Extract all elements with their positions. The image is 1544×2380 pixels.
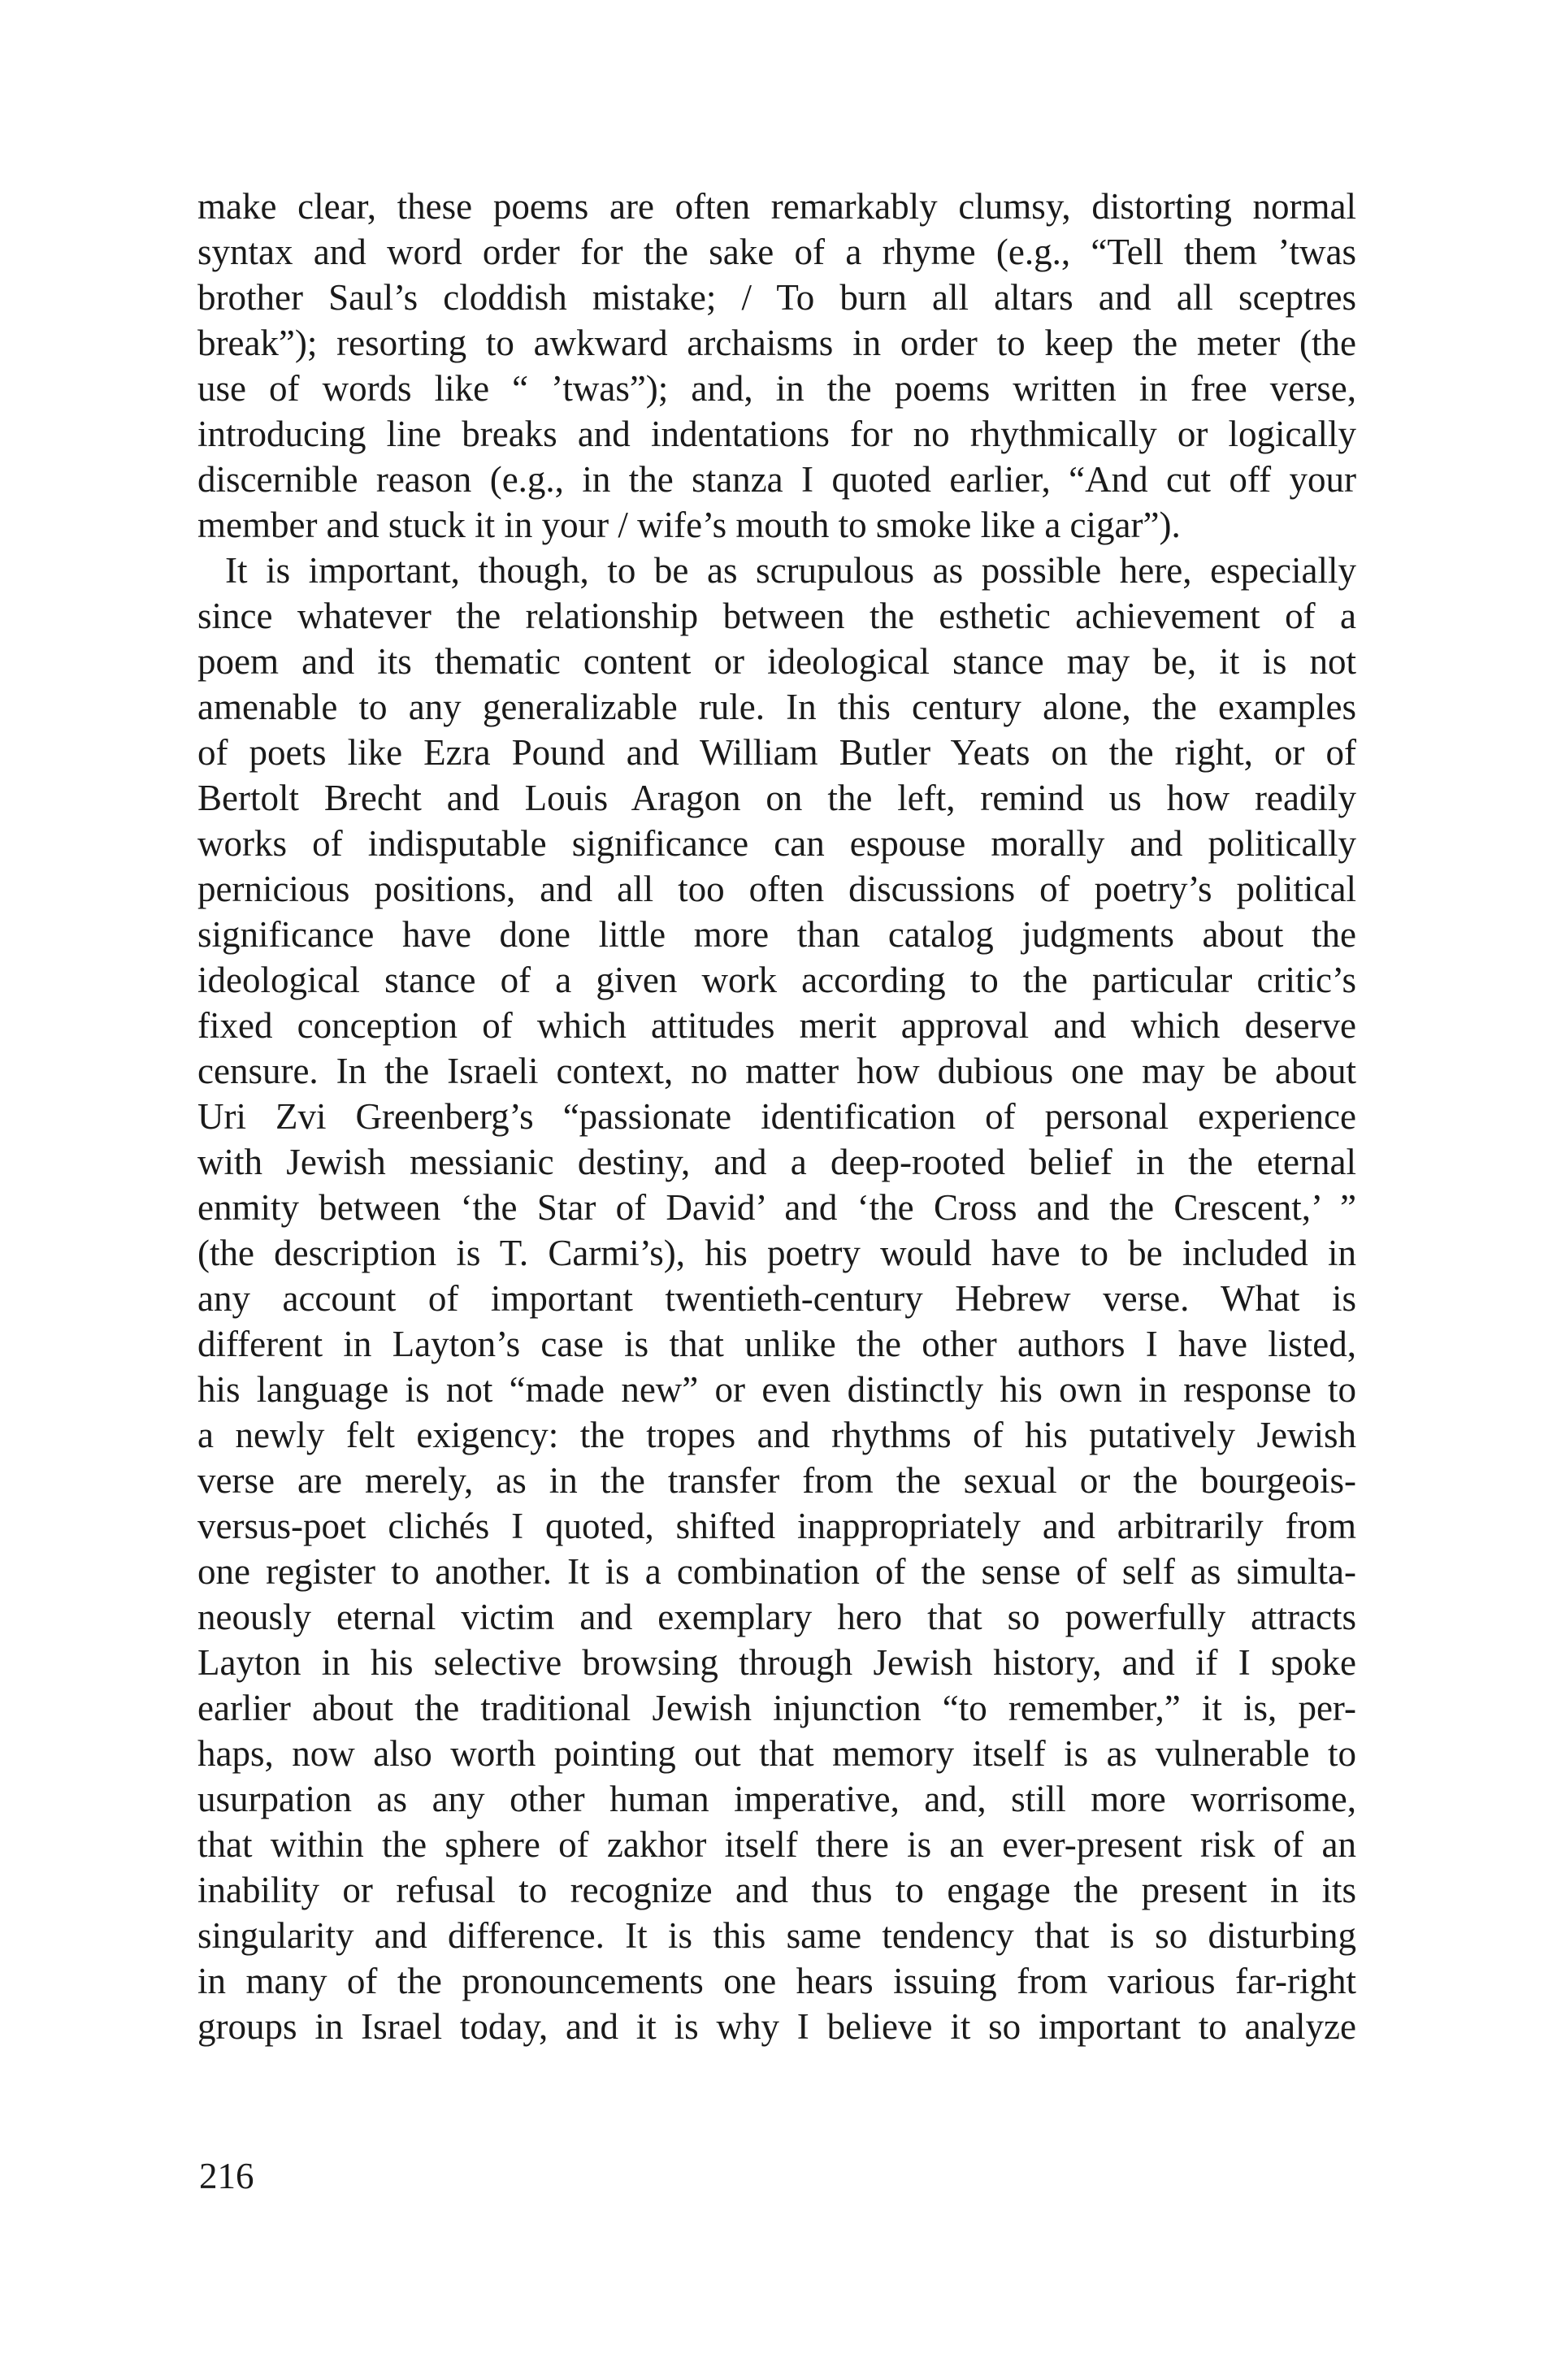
text-line: haps, now also worth pointing out that memory itself is as vulnerable to [197, 1733, 1356, 1774]
text-line: introducing line breaks and indentations for no rhythmically or logically [197, 414, 1356, 454]
text-line: different in Layton’s case is that unlike the other authors I have listed, [197, 1324, 1356, 1364]
text-line: versus-poet clichés I quoted, shifted inappropriately and arbitrarily from [197, 1506, 1356, 1546]
text-line: Uri Zvi Greenberg’s “passionate identification of personal experience [197, 1096, 1356, 1137]
text-line: inability or refusal to recognize and thus to engage the present in its [197, 1870, 1356, 1910]
text-line: fixed conception of which attitudes merit approval and which deserve [197, 1005, 1356, 1046]
text-line: (the description is T. Carmi’s), his poetry would have to be included in [197, 1233, 1356, 1273]
text-line: make clear, these poems are often remarkably clumsy, distorting normal [197, 186, 1356, 227]
text-line: pernicious positions, and all too often discussions of poetry’s political [197, 869, 1356, 909]
text-line: enmity between ‘the Star of David’ and ‘the Cross and the Crescent,’ ” [197, 1187, 1356, 1228]
text-line: one register to another. It is a combination of the sense of self as simulta- [197, 1551, 1356, 1592]
text-line: his language is not “made new” or even distinctly his own in response to [197, 1369, 1356, 1410]
paragraph-start-line: It is important, though, to be as scrupulous as possible here, especially [225, 550, 1356, 591]
text-line: that within the sphere of zakhor itself there is an ever-present risk of an [197, 1824, 1356, 1865]
text-line: singularity and difference. It is this same tendency that is so disturbing [197, 1915, 1356, 1956]
text-line: Layton in his selective browsing through Jewish history, and if I spoke [197, 1642, 1356, 1683]
text-line: in many of the pronouncements one hears issuing from various far-right [197, 1961, 1356, 2001]
text-line: earlier about the traditional Jewish injunction “to remember,” it is, per- [197, 1688, 1356, 1728]
text-line: groups in Israel today, and it is why I believe it so important to analyze [197, 2006, 1356, 2047]
text-line: discernible reason (e.g., in the stanza I quoted earlier, “And cut off your [197, 459, 1356, 500]
body-text [197, 184, 1356, 2049]
text-line: poem and its thematic content or ideological stance may be, it is not [197, 641, 1356, 682]
page-number: 216 [199, 2156, 254, 2196]
text-line: neously eternal victim and exemplary hero that so powerfully attracts [197, 1597, 1356, 1637]
text-line: brother Saul’s cloddish mistake; / To burn all altars and all sceptres [197, 277, 1356, 318]
text-line: member and stuck it in your / wife’s mouth to smoke like a cigar”). [197, 505, 1181, 545]
text-line: usurpation as any other human imperative, and, still more worrisome, [197, 1779, 1356, 1819]
text-line: syntax and word order for the sake of a rhyme (e.g., “Tell them ’twas [197, 232, 1356, 272]
text-line: a newly felt exigency: the tropes and rhythms of his putatively Jewish [197, 1415, 1356, 1455]
text-line: works of indisputable significance can espouse morally and politically [197, 823, 1356, 864]
text-line: verse are merely, as in the transfer from the sexual or the bourgeois- [197, 1460, 1356, 1501]
text-line: of poets like Ezra Pound and William Butler Yeats on the right, or of [197, 732, 1356, 773]
text-line: use of words like “ ’twas”); and, in the poems written in free verse, [197, 368, 1356, 409]
text-line: amenable to any generalizable rule. In this century alone, the examples [197, 687, 1356, 727]
text-line: break”); resorting to awkward archaisms in order to keep the meter (the [197, 323, 1356, 363]
text-line: any account of important twentieth-century Hebrew verse. What is [197, 1278, 1356, 1319]
text-line: ideological stance of a given work according to the particular critic’s [197, 960, 1356, 1000]
text-line: since whatever the relationship between the esthetic achievement of a [197, 596, 1356, 636]
text-line: censure. In the Israeli context, no matter how dubious one may be about [197, 1051, 1356, 1091]
text-line: Bertolt Brecht and Louis Aragon on the left, remind us how readily [197, 778, 1356, 818]
text-line: significance have done little more than catalog judgments about the [197, 914, 1356, 955]
text-line: with Jewish messianic destiny, and a deep-rooted belief in the eternal [197, 1142, 1356, 1182]
